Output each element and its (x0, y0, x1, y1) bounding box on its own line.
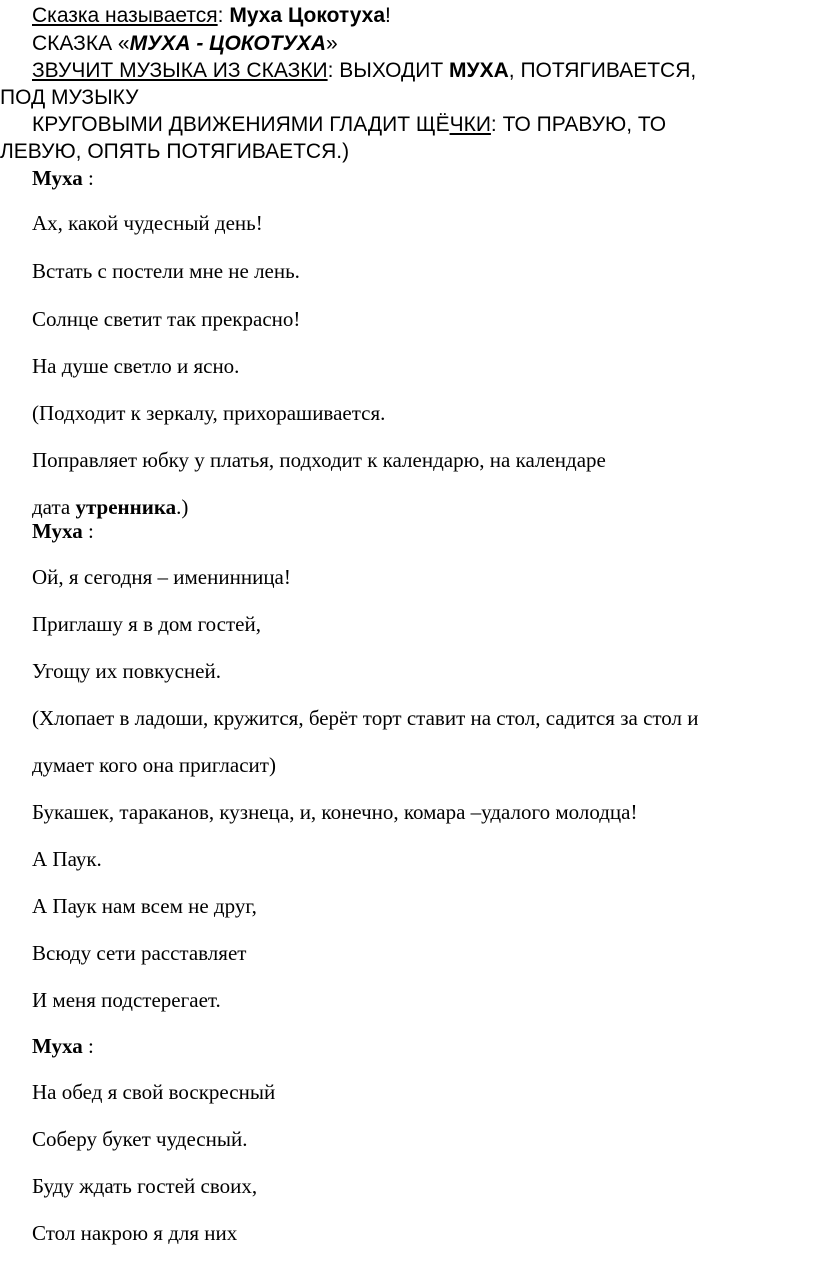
title-end: ! (385, 4, 391, 27)
script-line: (Хлопает в ладоши, кружится, берёт торт ставит на стол, садится за стол и (32, 706, 699, 730)
script-text-bold: утренника (75, 495, 177, 519)
stage-direction-line-2 (0, 84, 138, 111)
speaker-name: Муха (32, 1034, 83, 1058)
script-line: Букашек, тараканов, кузнеца, и, конечно, комара –удалого молодца! (32, 800, 638, 824)
title-line (32, 2, 391, 29)
stage-direction-line-3 (32, 111, 666, 138)
stage-text-end: : ТО ПРАВУЮ, ТО (490, 113, 667, 136)
stage-end: , ПОТЯГИВАЕТСЯ, (508, 59, 697, 82)
script-line: (Подходит к зеркалу, прихорашивается. (32, 401, 386, 425)
speaker-name: Муха (32, 166, 83, 190)
stage-music: ЗВУЧИТ МУЗЫКА ИЗ СКАЗКИ (32, 59, 328, 82)
script-line: Встать с постели мне не лень. (32, 259, 300, 283)
stage-middle: : ВЫХОДИТ (327, 59, 450, 82)
stage-direction-line-4 (0, 138, 349, 165)
script-line: Всюду сети расставляет (32, 941, 247, 965)
script-line: А Паук. (32, 847, 102, 871)
script-line: На душе светло и ясно. (32, 354, 240, 378)
script-line: А Паук нам всем не друг, (32, 894, 257, 918)
script-text-start: дата (32, 495, 76, 519)
script-line: Угощу их повкусней. (32, 659, 221, 683)
script-line: И меня подстерегает. (32, 988, 221, 1012)
subtitle-suffix: » (326, 32, 338, 55)
speaker-colon: : (82, 519, 94, 543)
speaker-colon: : (82, 166, 94, 190)
stage-text: ЛЕВУЮ, ОПЯТЬ ПОТЯГИВАЕТСЯ.) (0, 140, 350, 163)
speaker-label (32, 518, 94, 544)
title-colon: : (217, 4, 230, 27)
script-line: Солнце светит так прекрасно! (32, 307, 301, 331)
script-line (32, 494, 188, 520)
stage-text: ПОД МУЗЫКУ (0, 86, 139, 109)
stage-character: МУХА (449, 59, 509, 82)
script-line: Ах, какой чудесный день! (32, 211, 263, 235)
tale-name: Муха Цокотуха (229, 4, 386, 27)
subtitle-prefix: СКАЗКА « (32, 32, 130, 55)
script-line: Ой, я сегодня – именинница! (32, 565, 291, 589)
speaker-colon: : (82, 1034, 94, 1058)
title-label: Сказка называется (32, 4, 218, 27)
script-line: Стол накрою я для них (32, 1221, 238, 1245)
script-line: Поправляет юбку у платья, подходит к календарю, на календаре (32, 448, 606, 472)
script-line: Буду ждать гостей своих, (32, 1174, 258, 1198)
script-line: думает кого она пригласит) (32, 753, 276, 777)
subtitle-line (32, 30, 338, 57)
script-text-end: .) (176, 495, 189, 519)
speaker-name: Муха (32, 519, 83, 543)
script-line: На обед я свой воскресный (32, 1080, 276, 1104)
stage-text-underlined: ЧКИ (449, 113, 491, 136)
script-line: Соберу букет чудесный. (32, 1127, 248, 1151)
stage-direction-line-1 (32, 57, 696, 84)
subtitle-name: МУХА - ЦОКОТУХА (129, 32, 326, 55)
stage-text-start: КРУГОВЫМИ ДВИЖЕНИЯМИ ГЛАДИТ ЩЁ (32, 113, 450, 136)
speaker-label (32, 165, 94, 191)
script-line: Приглашу я в дом гостей, (32, 612, 261, 636)
speaker-label (32, 1033, 94, 1059)
